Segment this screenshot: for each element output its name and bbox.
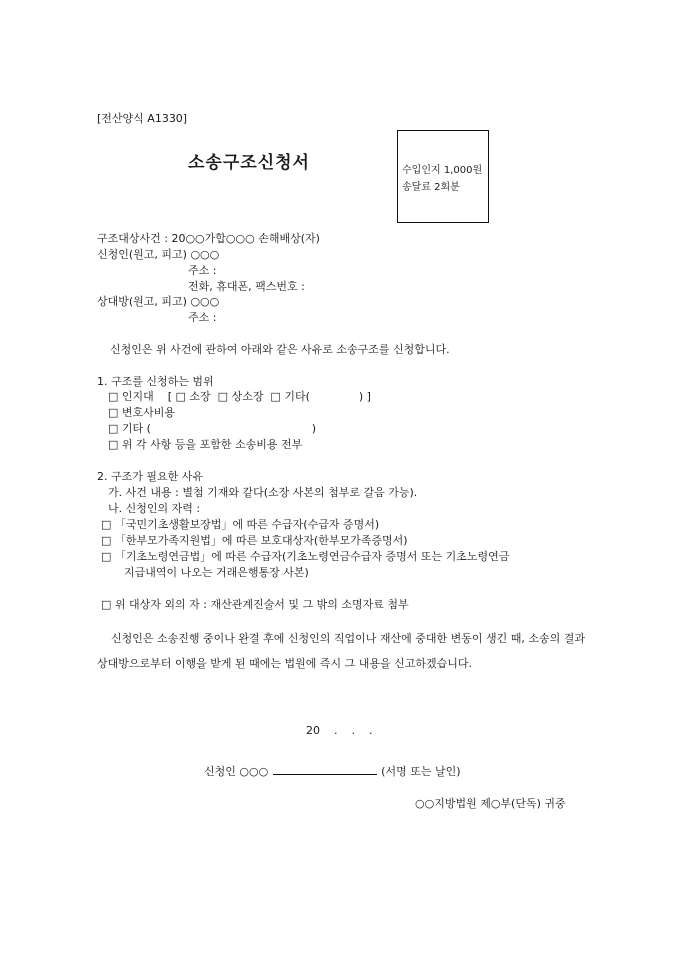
section1-item-all-costs: □ 위 각 사항 등을 포함한 소송비용 전부 [108, 438, 303, 451]
court-addressee: ○○지방법원 제○부(단독) 귀중 [415, 797, 566, 810]
intro-text: 신청인은 위 사건에 관하여 아래와 같은 사유로 소송구조를 신청합니다. [110, 343, 450, 356]
section1-heading: 1. 구조를 신청하는 범위 [97, 375, 214, 388]
section2-item-a: 가. 사건 내용 : 별첨 기재와 같다(소장 사본의 첨부로 갈음 가능). [108, 486, 418, 499]
document-title: 소송구조신청서 [188, 153, 310, 173]
section2-item-b: 나. 신청인의 자력 : [108, 502, 201, 515]
signature-prefix: 신청인 ○○○ [204, 765, 269, 778]
case-line: 구조대상사건 : 20○○가합○○○ 손해배상(자) [97, 232, 320, 245]
applicant-contact: 전화, 휴대폰, 팩스번호 : [188, 280, 305, 293]
signature-blank [273, 763, 377, 775]
opponent-line: 상대방(원고, 피고) ○○○ [97, 295, 220, 308]
stamp-postage-text: 송달료 2회분 [402, 182, 460, 193]
section1-item-stamp-fee: □ 인지대 [ □ 소장 □ 상소장 □ 기타( ) ] [108, 390, 371, 403]
form-code: [전산양식 A1330] [97, 112, 188, 125]
notice-paragraph: 신청인은 소송진행 중이나 완결 후에 신청인의 직업이나 재산에 중대한 변동이 생긴 때, 소송의 결과 상대방으로부터 이행을 받게 된 때에는 법원에 즉시 그 내용을 신고하겠습니다. [97, 632, 585, 670]
section2-check-basic-living: □ 「국민기초생활보장법」에 따른 수급자(수급자 증명서) [101, 518, 380, 531]
section2-check-single-parent: □ 「한부모가족지원법」에 따른 보호대상자(한부모가족증명서) [101, 534, 408, 547]
revenue-stamp-box [397, 130, 489, 223]
section2-other-persons: □ 위 대상자 외의 자 : 재산관계진술서 및 그 밖의 소명자료 첨부 [101, 598, 409, 611]
date-line: 20 . . . [306, 724, 373, 737]
stamp-fee-text: 수입인지 1,000원 [402, 165, 483, 176]
applicant-line: 신청인(원고, 피고) ○○○ [97, 248, 220, 261]
applicant-address: 주소 : [188, 264, 217, 277]
signature-line [204, 763, 461, 779]
section1-item-other: □ 기타 ( ) [108, 422, 317, 435]
section2-heading: 2. 구조가 필요한 사유 [97, 470, 203, 483]
section1-item-attorney: □ 변호사비용 [108, 406, 176, 419]
opponent-address: 주소 : [188, 311, 217, 324]
section2-check-old-age-pension-cont: 지급내역이 나오는 거래은행통장 사본) [124, 566, 309, 579]
section2-check-old-age-pension: □ 「기초노령연금법」에 따른 수급자(기초노령연금수급자 증명서 또는 기초노령연금 [101, 550, 510, 563]
signature-suffix: (서명 또는 날인) [381, 765, 461, 778]
